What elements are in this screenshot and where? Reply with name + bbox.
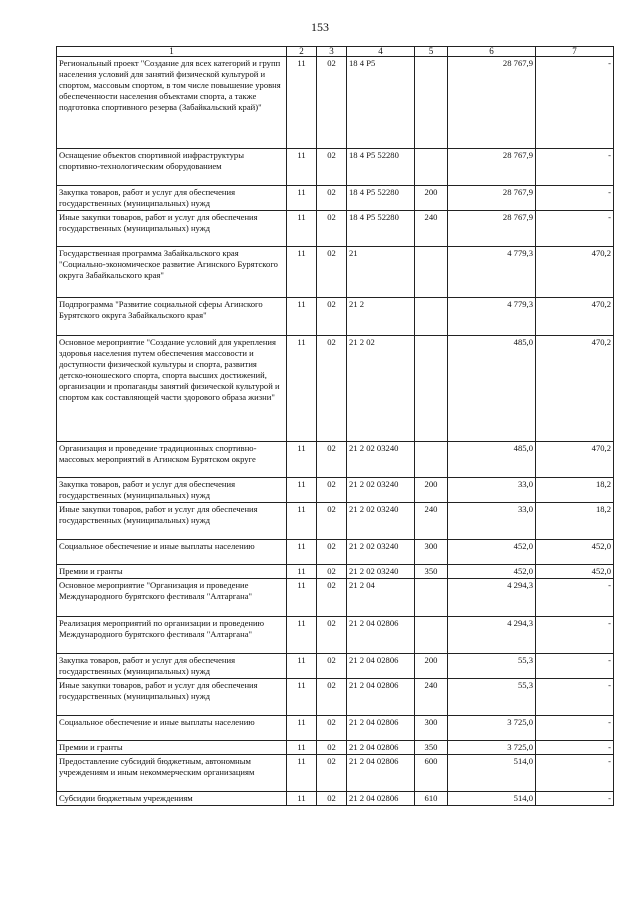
row-name: Иные закупки товаров, работ и услуг для обеспечения государственных (муниципальных) нужд <box>57 503 287 540</box>
row-target-code: 21 2 02 03240 <box>347 540 415 565</box>
row-target-code: 21 <box>347 247 415 298</box>
row-amount-2: 452,0 <box>536 540 614 565</box>
row-expense-type <box>415 298 448 336</box>
row-expense-type: 300 <box>415 540 448 565</box>
row-section: 11 <box>287 540 317 565</box>
header-row <box>57 47 614 57</box>
row-amount-2: - <box>536 579 614 617</box>
row-target-code: 21 2 02 03240 <box>347 503 415 540</box>
row-subsection: 02 <box>317 579 347 617</box>
row-section: 11 <box>287 565 317 579</box>
row-amount-2: - <box>536 211 614 247</box>
row-amount-1: 4 779,3 <box>448 247 536 298</box>
table-row <box>57 741 614 755</box>
row-target-code: 21 2 04 02806 <box>347 716 415 741</box>
row-target-code: 21 2 04 02806 <box>347 617 415 654</box>
table-row <box>57 57 614 149</box>
row-name: Субсидии бюджетным учреждениям <box>57 792 287 806</box>
row-expense-type <box>415 442 448 478</box>
row-name: Оснащение объектов спортивной инфраструктуры спортивно-технологическим оборудованием <box>57 149 287 186</box>
row-subsection: 02 <box>317 478 347 503</box>
row-name: Премии и гранты <box>57 565 287 579</box>
row-amount-2: 470,2 <box>536 247 614 298</box>
row-amount-1: 3 725,0 <box>448 741 536 755</box>
row-section: 11 <box>287 186 317 211</box>
row-subsection: 02 <box>317 336 347 442</box>
table-row <box>57 186 614 211</box>
row-expense-type: 350 <box>415 565 448 579</box>
row-section: 11 <box>287 579 317 617</box>
row-name: Предоставление субсидий бюджетным, автономным учреждениям и иным некоммерческим организациям <box>57 755 287 792</box>
row-section: 11 <box>287 741 317 755</box>
table-row <box>57 792 614 806</box>
row-amount-2: - <box>536 149 614 186</box>
row-amount-2: 470,2 <box>536 442 614 478</box>
row-section: 11 <box>287 247 317 298</box>
row-name: Подпрограмма "Развитие социальной сферы Агинского Бурятского округа Забайкальского края" <box>57 298 287 336</box>
row-target-code: 21 2 04 02806 <box>347 755 415 792</box>
row-section: 11 <box>287 716 317 741</box>
row-section: 11 <box>287 211 317 247</box>
row-target-code: 21 2 02 03240 <box>347 478 415 503</box>
row-amount-2: 470,2 <box>536 298 614 336</box>
row-name: Основное мероприятие "Организация и проведение Международного бурятского фестиваля "Алтаргана" <box>57 579 287 617</box>
table-row <box>57 442 614 478</box>
row-section: 11 <box>287 679 317 716</box>
row-amount-1: 485,0 <box>448 442 536 478</box>
row-amount-2: 18,2 <box>536 503 614 540</box>
row-amount-2: - <box>536 792 614 806</box>
row-amount-2: - <box>536 186 614 211</box>
row-section: 11 <box>287 792 317 806</box>
row-target-code: 21 2 04 02806 <box>347 679 415 716</box>
row-subsection: 02 <box>317 540 347 565</box>
row-target-code: 18 4 P5 52280 <box>347 186 415 211</box>
table-row <box>57 755 614 792</box>
row-name: Закупка товаров, работ и услуг для обеспечения государственных (муниципальных) нужд <box>57 186 287 211</box>
row-target-code: 21 2 02 03240 <box>347 442 415 478</box>
row-section: 11 <box>287 503 317 540</box>
row-target-code: 21 2 04 02806 <box>347 792 415 806</box>
row-expense-type <box>415 57 448 149</box>
row-expense-type: 350 <box>415 741 448 755</box>
row-name: Социальное обеспечение и иные выплаты населению <box>57 540 287 565</box>
row-amount-1: 4 294,3 <box>448 579 536 617</box>
table-row <box>57 679 614 716</box>
row-name: Государственная программа Забайкальского края "Социально-экономическое развитие Агинского Бурятского округа Забайкальского края" <box>57 247 287 298</box>
row-expense-type: 200 <box>415 654 448 679</box>
row-amount-1: 28 767,9 <box>448 186 536 211</box>
row-section: 11 <box>287 442 317 478</box>
row-amount-1: 33,0 <box>448 478 536 503</box>
row-name: Закупка товаров, работ и услуг для обеспечения государственных (муниципальных) нужд <box>57 654 287 679</box>
row-amount-2: - <box>536 654 614 679</box>
table-row <box>57 540 614 565</box>
row-expense-type <box>415 579 448 617</box>
row-expense-type: 300 <box>415 716 448 741</box>
table-row <box>57 336 614 442</box>
table-row <box>57 565 614 579</box>
row-subsection: 02 <box>317 57 347 149</box>
col-header: 6 <box>448 47 536 57</box>
row-target-code: 21 2 04 02806 <box>347 741 415 755</box>
row-amount-1: 33,0 <box>448 503 536 540</box>
row-name: Иные закупки товаров, работ и услуг для обеспечения государственных (муниципальных) нужд <box>57 679 287 716</box>
table-row <box>57 654 614 679</box>
row-expense-type: 200 <box>415 186 448 211</box>
row-subsection: 02 <box>317 186 347 211</box>
row-amount-2: - <box>536 741 614 755</box>
row-target-code: 21 2 02 <box>347 336 415 442</box>
row-expense-type <box>415 617 448 654</box>
row-name: Премии и гранты <box>57 741 287 755</box>
row-section: 11 <box>287 755 317 792</box>
row-expense-type <box>415 247 448 298</box>
row-target-code: 21 2 04 <box>347 579 415 617</box>
row-subsection: 02 <box>317 149 347 186</box>
row-name: Организация и проведение традиционных спортивно-массовых мероприятий в Агинском Бурятском округе <box>57 442 287 478</box>
row-subsection: 02 <box>317 298 347 336</box>
row-section: 11 <box>287 298 317 336</box>
row-name: Реализация мероприятий по организации и проведению Международного бурятского фестиваля "Алтаргана" <box>57 617 287 654</box>
page-number: 153 <box>311 20 329 34</box>
row-name: Социальное обеспечение и иные выплаты населению <box>57 716 287 741</box>
row-section: 11 <box>287 654 317 679</box>
table-row <box>57 298 614 336</box>
row-amount-1: 55,3 <box>448 679 536 716</box>
row-expense-type: 610 <box>415 792 448 806</box>
row-expense-type: 240 <box>415 211 448 247</box>
row-section: 11 <box>287 617 317 654</box>
row-name: Иные закупки товаров, работ и услуг для обеспечения государственных (муниципальных) нужд <box>57 211 287 247</box>
row-section: 11 <box>287 478 317 503</box>
col-header: 5 <box>415 47 448 57</box>
row-subsection: 02 <box>317 503 347 540</box>
row-target-code: 18 4 P5 52280 <box>347 149 415 186</box>
row-target-code: 18 4 P5 <box>347 57 415 149</box>
row-subsection: 02 <box>317 716 347 741</box>
row-subsection: 02 <box>317 211 347 247</box>
row-amount-1: 4 294,3 <box>448 617 536 654</box>
row-amount-1: 514,0 <box>448 755 536 792</box>
col-header: 7 <box>536 47 614 57</box>
row-target-code: 18 4 P5 52280 <box>347 211 415 247</box>
budget-table <box>56 46 614 806</box>
col-header: 3 <box>317 47 347 57</box>
row-name: Закупка товаров, работ и услуг для обеспечения государственных (муниципальных) нужд <box>57 478 287 503</box>
row-target-code: 21 2 02 03240 <box>347 565 415 579</box>
row-amount-1: 452,0 <box>448 565 536 579</box>
row-section: 11 <box>287 149 317 186</box>
table-row <box>57 716 614 741</box>
row-amount-2: 18,2 <box>536 478 614 503</box>
row-amount-2: - <box>536 716 614 741</box>
row-name: Основное мероприятие "Создание условий для укрепления здоровья населения путем обеспечения массовости и доступности физической культуры и спорта, развития детско-юношеского спорта, спорта высших достижений, организации и пропаганды занятий физической культурой и спортом как составляющей части здорового образа жизни" <box>57 336 287 442</box>
row-amount-1: 485,0 <box>448 336 536 442</box>
row-expense-type <box>415 149 448 186</box>
row-amount-2: - <box>536 57 614 149</box>
row-expense-type <box>415 336 448 442</box>
row-subsection: 02 <box>317 565 347 579</box>
row-section: 11 <box>287 336 317 442</box>
row-amount-1: 28 767,9 <box>448 57 536 149</box>
row-subsection: 02 <box>317 679 347 716</box>
row-amount-1: 28 767,9 <box>448 149 536 186</box>
row-subsection: 02 <box>317 741 347 755</box>
row-amount-1: 28 767,9 <box>448 211 536 247</box>
row-subsection: 02 <box>317 792 347 806</box>
table-row <box>57 503 614 540</box>
row-section: 11 <box>287 57 317 149</box>
table-row <box>57 478 614 503</box>
row-amount-1: 4 779,3 <box>448 298 536 336</box>
row-amount-1: 55,3 <box>448 654 536 679</box>
col-header: 2 <box>287 47 317 57</box>
row-subsection: 02 <box>317 654 347 679</box>
table-row <box>57 149 614 186</box>
row-target-code: 21 2 <box>347 298 415 336</box>
row-subsection: 02 <box>317 247 347 298</box>
row-subsection: 02 <box>317 442 347 478</box>
row-amount-1: 452,0 <box>448 540 536 565</box>
row-target-code: 21 2 04 02806 <box>347 654 415 679</box>
col-header: 1 <box>57 47 287 57</box>
table-row <box>57 617 614 654</box>
row-expense-type: 600 <box>415 755 448 792</box>
col-header: 4 <box>347 47 415 57</box>
row-expense-type: 200 <box>415 478 448 503</box>
row-amount-2: 452,0 <box>536 565 614 579</box>
row-expense-type: 240 <box>415 679 448 716</box>
row-expense-type: 240 <box>415 503 448 540</box>
row-subsection: 02 <box>317 755 347 792</box>
row-amount-2: - <box>536 755 614 792</box>
row-subsection: 02 <box>317 617 347 654</box>
table-row <box>57 211 614 247</box>
row-amount-1: 3 725,0 <box>448 716 536 741</box>
table-row <box>57 247 614 298</box>
row-amount-2: - <box>536 679 614 716</box>
row-amount-1: 514,0 <box>448 792 536 806</box>
table-row <box>57 579 614 617</box>
row-name: Региональный проект "Создание для всех категорий и групп населения условий для занятий физической культурой и спортом, массовым спортом, в том числе повышение уровня обеспеченности населения объектами спорта, а также подготовка спортивного резерва (Забайкальский край)" <box>57 57 287 149</box>
row-amount-2: 470,2 <box>536 336 614 442</box>
row-amount-2: - <box>536 617 614 654</box>
